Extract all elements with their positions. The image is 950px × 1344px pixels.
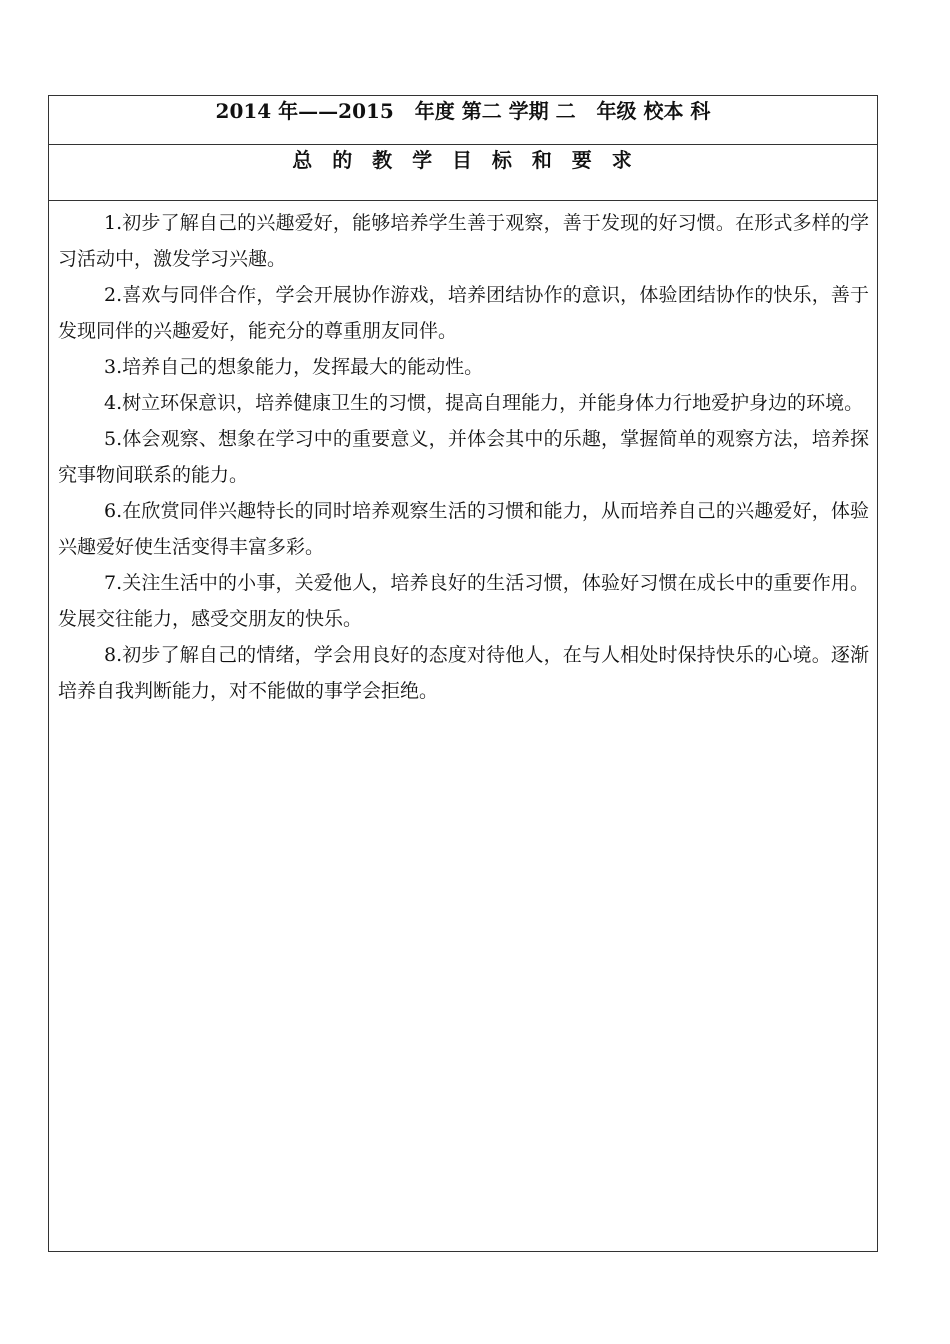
teaching-plan-table — [48, 95, 878, 1252]
goal-item-6: 6.在欣赏同伴兴趣特长的同时培养观察生活的习惯和能力，从而培养自己的兴趣爱好，体验兴趣爱好使生活变得丰富多彩。 — [58, 500, 869, 558]
page-title: 2014 年——2015 年度 第二 学期 二 年级 校本 科 — [49, 96, 877, 145]
goal-item-8: 8.初步了解自己的情绪，学会用良好的态度对待他人，在与人相处时保持快乐的心境。逐渐培养自我判断能力，对不能做的事学会拒绝。 — [58, 644, 869, 702]
goal-item-3: 3.培养自己的想象能力，发挥最大的能动性。 — [104, 356, 484, 378]
goals-cell — [49, 201, 877, 709]
goal-item-2: 2.喜欢与同伴合作，学会开展协作游戏，培养团结协作的意识，体验团结协作的快乐，善于发现同伴的兴趣爱好，能充分的尊重朋友同伴。 — [58, 284, 869, 342]
goal-item-1: 1.初步了解自己的兴趣爱好，能够培养学生善于观察，善于发现的好习惯。在形式多样的学习活动中，激发学习兴趣。 — [58, 212, 869, 270]
goal-item-5: 5.体会观察、想象在学习中的重要意义，并体会其中的乐趣，掌握简单的观察方法，培养探究事物间联系的能力。 — [58, 428, 869, 486]
goal-item-4: 4.树立环保意识，培养健康卫生的习惯，提高自理能力，并能身体力行地爱护身边的环境。 — [104, 392, 864, 414]
section-heading: 总 的 教 学 目 标 和 要 求 — [49, 145, 877, 201]
goal-item-7: 7.关注生活中的小事，关爱他人，培养良好的生活习惯，体验好习惯在成长中的重要作用。发展交往能力，感受交朋友的快乐。 — [58, 572, 869, 630]
